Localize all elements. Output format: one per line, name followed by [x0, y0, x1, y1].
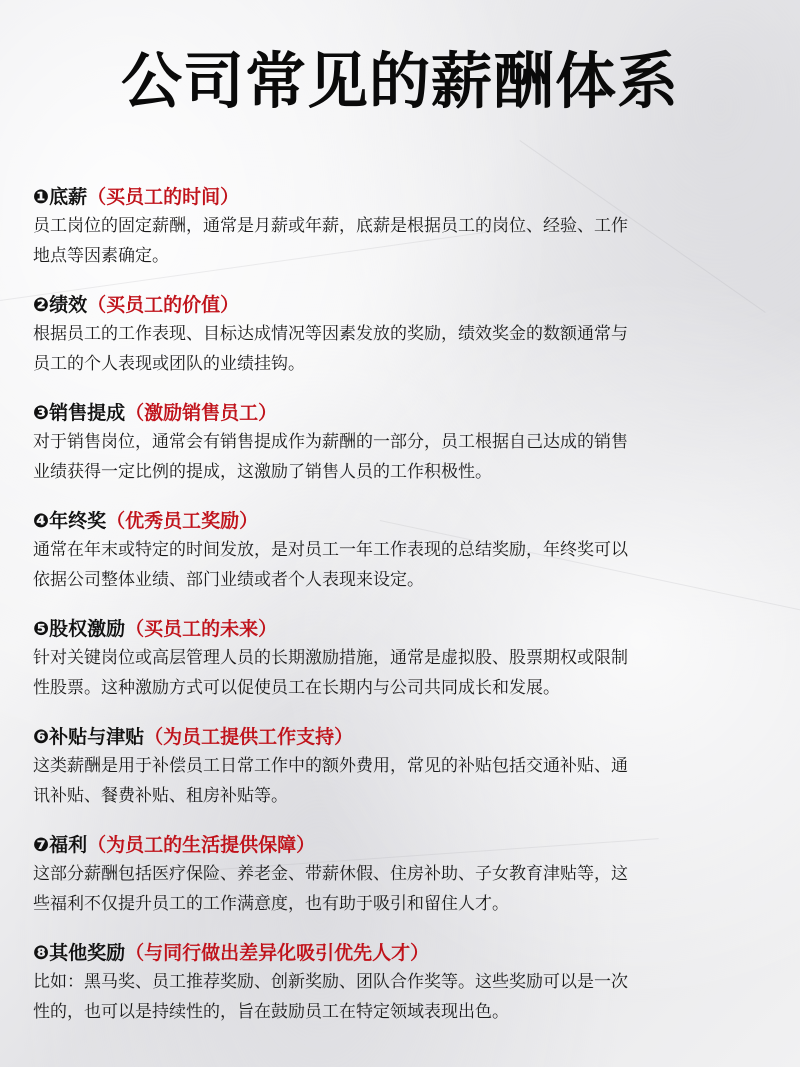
section-title: 年终奖: [49, 510, 107, 532]
section-tag: （为员工的生活提供保障）: [87, 834, 316, 856]
number-badge-icon: ❺: [33, 618, 50, 640]
section-title: 底薪: [49, 186, 88, 208]
section-title: 其他奖励: [49, 942, 126, 964]
page-title: 公司常见的薪酬体系: [120, 46, 679, 117]
body-line: 些福利不仅提升员工的工作满意度，也有助于吸引和留住人才。: [33, 894, 509, 914]
body-line: 比如：黑马奖、员工推荐奖励、创新奖励、团队合作奖等。这些奖励可以是一次: [33, 972, 628, 992]
body-line: 员工的个人表现或团队的业绩挂钩。: [33, 354, 305, 374]
number-badge-icon: ❻: [33, 726, 50, 748]
number-badge-icon: ❸: [33, 402, 50, 424]
section-title: 销售提成: [49, 402, 126, 424]
section-body: [33, 643, 768, 703]
section-body: [33, 427, 768, 487]
section-tag: （与同行做出差异化吸引优先人才）: [125, 942, 430, 964]
body-line: 这类薪酬是用于补偿员工日常工作中的额外费用，常见的补贴包括交通补贴、通: [33, 756, 628, 776]
section-heading: [33, 507, 773, 535]
section-year-end-bonus: [33, 507, 773, 615]
section-benefits: [33, 831, 773, 939]
section-sales-commission: [33, 399, 773, 507]
section-heading: [33, 939, 773, 967]
body-line: 业绩获得一定比例的提成，这激励了销售人员的工作积极性。: [33, 462, 492, 482]
body-line: 地点等因素确定。: [33, 246, 169, 266]
number-badge-icon: ❶: [33, 186, 50, 208]
section-title: 股权激励: [49, 618, 126, 640]
section-heading: [33, 615, 773, 643]
section-base-salary: [33, 183, 773, 291]
body-line: 针对关键岗位或高层管理人员的长期激励措施，通常是虚拟股、股票期权或限制: [33, 648, 628, 668]
section-tag: （买员工的价值）: [87, 294, 240, 316]
body-line: 对于销售岗位，通常会有销售提成作为薪酬的一部分，员工根据自己达成的销售: [33, 432, 628, 452]
section-body: [33, 751, 768, 811]
section-tag: （优秀员工奖励）: [106, 510, 259, 532]
section-heading: [33, 831, 773, 859]
body-line: 这部分薪酬包括医疗保险、养老金、带薪休假、住房补助、子女教育津贴等，这: [33, 864, 628, 884]
section-body: [33, 967, 768, 1027]
body-line: 性股票。这种激励方式可以促使员工在长期内与公司共同成长和发展。: [33, 678, 560, 698]
section-body: [33, 211, 768, 271]
section-heading: [33, 723, 773, 751]
body-line: 性的，也可以是持续性的，旨在鼓励员工在特定领域表现出色。: [33, 1002, 509, 1022]
section-tag: （买员工的未来）: [125, 618, 278, 640]
section-tag: （为员工提供工作支持）: [144, 726, 354, 748]
number-badge-icon: ❷: [33, 294, 50, 316]
section-body: [33, 859, 768, 919]
section-tag: （买员工的时间）: [87, 186, 240, 208]
section-title: 福利: [49, 834, 88, 856]
section-title: 绩效: [49, 294, 88, 316]
number-badge-icon: ❹: [33, 510, 50, 532]
body-line: 依据公司整体业绩、部门业绩或者个人表现来设定。: [33, 570, 424, 590]
section-body: [33, 535, 768, 595]
section-heading: [33, 183, 773, 211]
number-badge-icon: ❽: [33, 942, 50, 964]
number-badge-icon: ❼: [33, 834, 50, 856]
section-heading: [33, 399, 773, 427]
section-heading: [33, 291, 773, 319]
section-body: [33, 319, 768, 379]
section-equity-incentive: [33, 615, 773, 723]
body-line: 讯补贴、餐费补贴、租房补贴等。: [33, 786, 288, 806]
section-performance: [33, 291, 773, 399]
section-tag: （激励销售员工）: [125, 402, 278, 424]
section-other-rewards: [33, 939, 773, 1047]
body-line: 根据员工的工作表现、目标达成情况等因素发放的奖励，绩效奖金的数额通常与: [33, 324, 628, 344]
section-subsidies-allowances: [33, 723, 773, 831]
section-title: 补贴与津贴: [49, 726, 145, 748]
sections-list: [33, 183, 773, 1047]
body-line: 员工岗位的固定薪酬，通常是月薪或年薪，底薪是根据员工的岗位、经验、工作: [33, 216, 628, 236]
body-line: 通常在年末或特定的时间发放，是对员工一年工作表现的总结奖励，年终奖可以: [33, 540, 628, 560]
